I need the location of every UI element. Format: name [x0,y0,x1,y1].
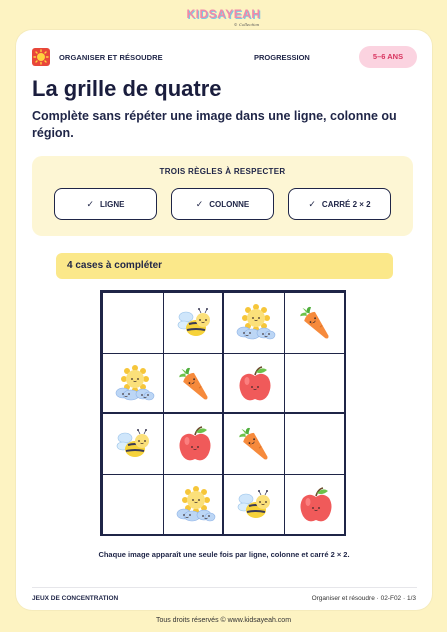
grid-cell [163,292,225,354]
worksheet-card [16,30,432,610]
grid-caption: Chaque image apparaît une seule fois par ligne, colonne et carré 2 × 2. [98,550,350,559]
rule-label: CARRÉ 2 × 2 [321,200,371,209]
page-title: La grille de quatre [32,76,222,101]
instructions: Complète sans répéter une image dans une ligne, colonne ou région. [32,109,397,140]
worksheet-header [32,46,417,68]
brand-sub: © Collection [233,22,260,27]
age-badge: 5–6 ANS [359,46,417,68]
empty-grid-cell[interactable] [102,474,164,536]
rule-column [171,188,274,220]
grid-cell [163,474,225,536]
section-label: PROGRESSION [254,53,310,62]
brand-header [0,5,447,27]
sun-puzzle-icon [32,48,50,66]
grid-cell [102,413,164,475]
check-icon: ✓ [308,199,316,209]
grid-cell [223,413,285,475]
rule-label: COLONNE [209,200,250,209]
category-label: ORGANISER ET RÉSOUDRE [59,53,163,62]
rules-title: TROIS RÈGLES À RESPECTER [159,167,286,176]
grid-cell [102,353,164,415]
grid-cell [284,474,346,536]
rule-square [288,188,391,220]
check-icon: ✓ [86,199,95,209]
footer-reference: Organiser et résoudre · 02-F02 · 1/3 [311,595,416,602]
check-icon: ✓ [195,199,204,209]
rule-row [54,188,157,220]
grid-cell [163,413,225,475]
region-divider-horizontal [102,412,344,414]
footer-divider [32,587,417,588]
grid-cell [223,353,285,415]
grid-cell [284,292,346,354]
rules-panel [32,156,413,236]
cells-to-complete-bar [56,253,393,279]
grid-cell [223,292,285,354]
rule-label: LIGNE [100,200,125,209]
cells-to-complete-label: 4 cases à compléter [67,260,163,271]
empty-grid-cell[interactable] [284,353,346,415]
empty-grid-cell[interactable] [284,413,346,475]
copyright: Tous droits réservés © www.kidsayeah.com [155,617,292,624]
empty-grid-cell[interactable] [102,292,164,354]
grid-cell [163,353,225,415]
footer-collection: JEUX DE CONCENTRATION [32,595,119,602]
puzzle-grid [100,290,346,536]
brand-logo: KIDSAYEAH [186,7,261,21]
grid-cell [223,474,285,536]
